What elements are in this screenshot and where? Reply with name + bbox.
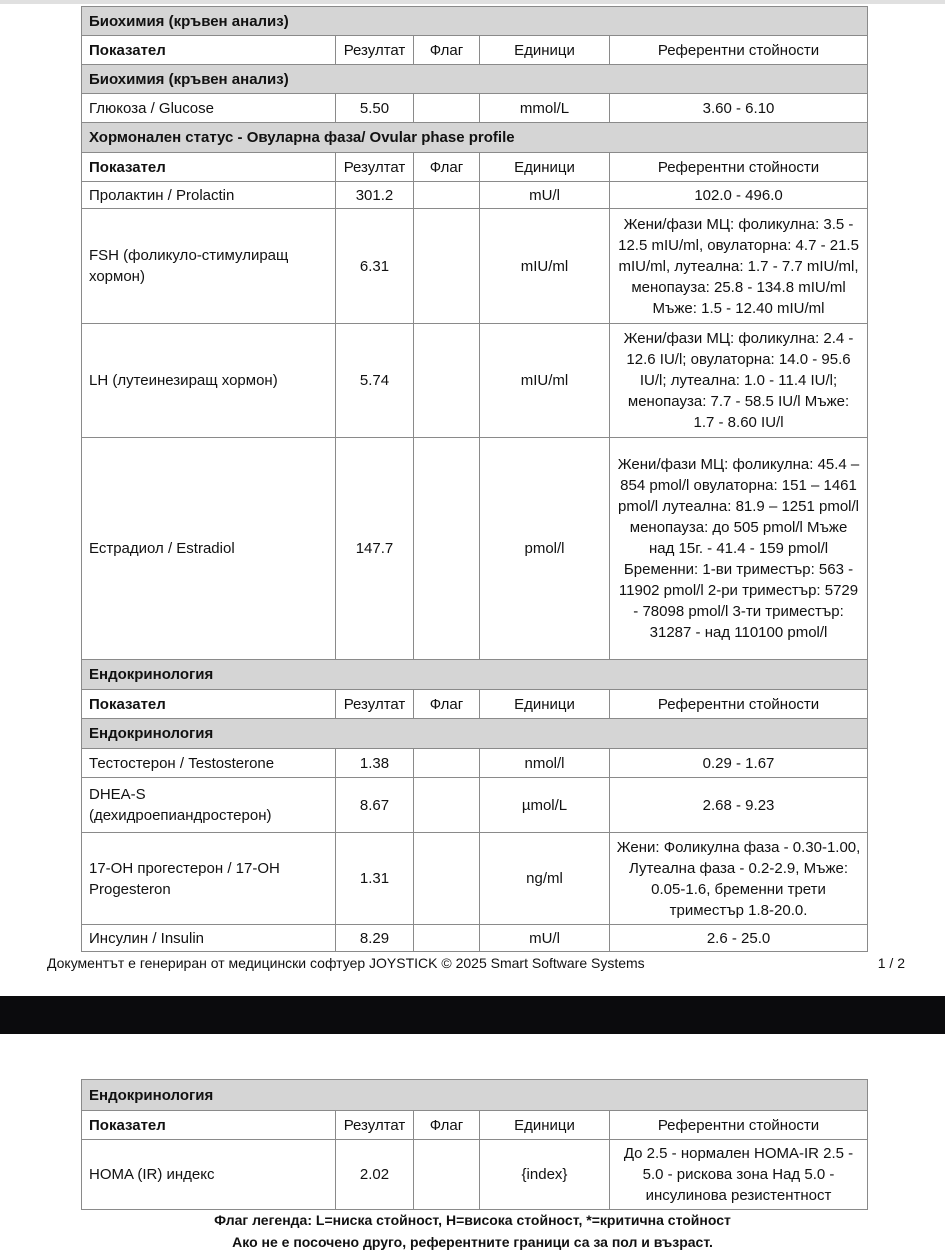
test-name: LH (лутеинезиращ хормон) xyxy=(82,324,336,438)
test-reference: 0.29 - 1.67 xyxy=(610,749,868,778)
table-row-dheas xyxy=(82,778,868,833)
table-row-glucose xyxy=(82,94,868,123)
test-reference: Жени/фази МЦ: фоликулна: 45.4 – 854 pmol/l овулаторна: 151 – 1461 pmol/l лутеална: 81.9 – 1251 pmol/l менопауза: до 505 pmol/l Мъже над 15г. - 41.4 - 159 pmol/l Бременни: 1-ви триместър: 563 - 11902 pmol/l 2-ри триместър: 5729 - 78098 pmol/l 3-ти триместър: 31287 - над 110100 pmol/l xyxy=(610,438,868,660)
test-reference: 2.68 - 9.23 xyxy=(610,778,868,833)
test-reference: 2.6 - 25.0 xyxy=(610,925,868,952)
col-header-units: Единици xyxy=(480,153,610,182)
test-reference: Жени/фази МЦ: фоликулна: 3.5 - 12.5 mIU/ml, овулаторна: 4.7 - 21.5 mIU/ml, лутеална: 1.7 - 7.7 mIU/ml, менопауза: 25.8 - 134.8 mIU/ml Мъже: 1.5 - 12.40 mIU/ml xyxy=(610,209,868,324)
test-result: 1.31 xyxy=(336,833,414,925)
col-header-flag: Флаг xyxy=(414,36,480,65)
test-name: Глюкоза / Glucose xyxy=(82,94,336,123)
col-header-reference: Референтни стойности xyxy=(610,690,868,719)
test-name: HOMA (IR) индекс xyxy=(82,1140,336,1210)
test-flag xyxy=(414,1140,480,1210)
test-result: 8.67 xyxy=(336,778,414,833)
test-result: 6.31 xyxy=(336,209,414,324)
test-name: FSH (фоликуло-стимулиращ хормон) xyxy=(82,209,336,324)
subsection-header-endocrinology: Ендокринология xyxy=(82,719,868,749)
test-result: 147.7 xyxy=(336,438,414,660)
column-header-row xyxy=(82,36,868,65)
table-row-testosterone xyxy=(82,749,868,778)
col-header-flag: Флаг xyxy=(414,690,480,719)
col-header-reference: Референтни стойности xyxy=(610,36,868,65)
test-units: mmol/L xyxy=(480,94,610,123)
test-name: 17-OH прогестерон / 17-OH Progesteron xyxy=(82,833,336,925)
test-result: 5.74 xyxy=(336,324,414,438)
test-units: pmol/l xyxy=(480,438,610,660)
results-table-page-2 xyxy=(81,1079,868,1210)
column-header-row xyxy=(82,153,868,182)
test-units: mU/l xyxy=(480,925,610,952)
results-table-page-1 xyxy=(81,6,868,952)
test-units: mU/l xyxy=(480,182,610,209)
test-flag xyxy=(414,925,480,952)
test-units: nmol/l xyxy=(480,749,610,778)
test-flag xyxy=(414,182,480,209)
col-header-result: Резултат xyxy=(336,690,414,719)
top-border xyxy=(0,0,945,4)
col-header-result: Резултат xyxy=(336,1111,414,1140)
col-header-units: Единици xyxy=(480,690,610,719)
col-header-flag: Флаг xyxy=(414,1111,480,1140)
test-units: mIU/ml xyxy=(480,324,610,438)
section-header-endocrinology: Ендокринология xyxy=(82,660,868,690)
test-units: µmol/L xyxy=(480,778,610,833)
section-header-hormone-status: Хормонален статус - Овуларна фаза/ Ovular phase profile xyxy=(82,123,868,153)
test-flag xyxy=(414,438,480,660)
test-flag xyxy=(414,324,480,438)
test-name: DHEA-S (дехидроепиандростерон) xyxy=(82,778,336,833)
test-result: 301.2 xyxy=(336,182,414,209)
col-header-flag: Флаг xyxy=(414,153,480,182)
test-name: Пролактин / Prolactin xyxy=(82,182,336,209)
table-row-prolactin xyxy=(82,182,868,209)
generated-by-text: Документът е генериран от медицински софтуер JOYSTICK © 2025 Smart Software Systems xyxy=(47,955,645,971)
section-header-biochemistry: Биохимия (кръвен анализ) xyxy=(82,7,868,36)
test-flag xyxy=(414,209,480,324)
column-header-row xyxy=(82,690,868,719)
test-reference: 3.60 - 6.10 xyxy=(610,94,868,123)
test-units: mIU/ml xyxy=(480,209,610,324)
test-flag xyxy=(414,833,480,925)
test-result: 8.29 xyxy=(336,925,414,952)
test-units: {index} xyxy=(480,1140,610,1210)
flag-legend: Флаг легенда: L=ниска стойност, H=висока стойност, *=критична стойност xyxy=(214,1212,731,1228)
col-header-reference: Референтни стойности xyxy=(610,153,868,182)
test-units: ng/ml xyxy=(480,833,610,925)
test-result: 1.38 xyxy=(336,749,414,778)
subsection-header-biochemistry: Биохимия (кръвен анализ) xyxy=(82,65,868,94)
test-name: Естрадиол / Estradiol xyxy=(82,438,336,660)
test-result: 2.02 xyxy=(336,1140,414,1210)
col-header-reference: Референтни стойности xyxy=(610,1111,868,1140)
col-header-result: Резултат xyxy=(336,153,414,182)
test-name: Инсулин / Insulin xyxy=(82,925,336,952)
col-header-indicator: Показател xyxy=(82,153,336,182)
table-row-17oh-progesterone xyxy=(82,833,868,925)
test-name: Тестостерон / Testosterone xyxy=(82,749,336,778)
test-reference: Жени/фази МЦ: фоликулна: 2.4 - 12.6 IU/l; овулаторна: 14.0 - 95.6 IU/l; лутеална: 1.0 - 11.4 IU/l; менопауза: 7.7 - 58.5 IU/l Мъже: 1.7 - 8.60 IU/l xyxy=(610,324,868,438)
col-header-result: Резултат xyxy=(336,36,414,65)
col-header-indicator: Показател xyxy=(82,690,336,719)
section-header-endocrinology: Ендокринология xyxy=(82,1080,868,1111)
test-result: 5.50 xyxy=(336,94,414,123)
table-row-insulin xyxy=(82,925,868,952)
page-footer xyxy=(47,955,905,971)
col-header-indicator: Показател xyxy=(82,1111,336,1140)
col-header-units: Единици xyxy=(480,1111,610,1140)
test-reference: 102.0 - 496.0 xyxy=(610,182,868,209)
reference-note: Ако не е посочено друго, референтните граници са за пол и възраст. xyxy=(232,1234,713,1250)
test-flag xyxy=(414,749,480,778)
test-reference: До 2.5 - нормален HOMA-IR 2.5 - 5.0 - рискова зона Над 5.0 - инсулинова резистентност xyxy=(610,1140,868,1210)
table-row-fsh xyxy=(82,209,868,324)
table-row-lh xyxy=(82,324,868,438)
table-row-homa-ir xyxy=(82,1140,868,1210)
table-row-estradiol xyxy=(82,438,868,660)
column-header-row xyxy=(82,1111,868,1140)
test-reference: Жени: Фоликулна фаза - 0.30-1.00, Лутеална фаза - 0.2-2.9, Мъже: 0.05-1.6, бременни трети триместър 1.8-20.0. xyxy=(610,833,868,925)
page-number: 1 / 2 xyxy=(877,955,905,971)
test-flag xyxy=(414,94,480,123)
page-break-bar xyxy=(0,996,945,1034)
col-header-indicator: Показател xyxy=(82,36,336,65)
test-flag xyxy=(414,778,480,833)
col-header-units: Единици xyxy=(480,36,610,65)
